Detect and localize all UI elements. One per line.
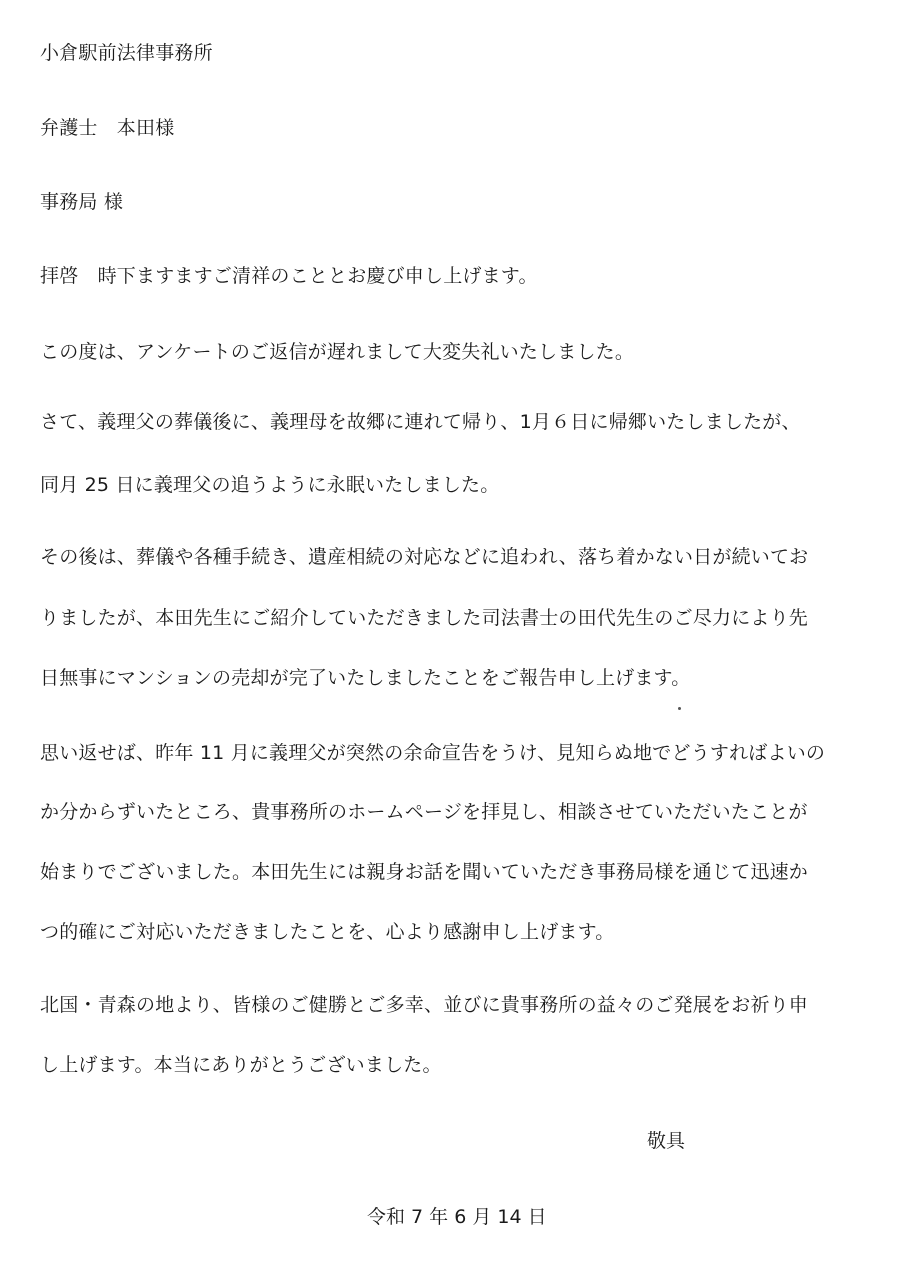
paragraph-line: つ的確にご対応いただきましたことを、心より感謝申し上げます。: [40, 921, 615, 943]
paragraph-line: 北国・青森の地より、皆様のご健勝とご多幸、並びに貴事務所の益々のご発展をお祈り申: [40, 994, 809, 1016]
paragraph-line: この度は、アンケートのご返信が遅れまして大変失礼いたしました。: [40, 341, 635, 363]
paragraph-line: さて、義理父の葬儀後に、義理母を故郷に連れて帰り、1月６日に帰郷いたしましたが、: [40, 411, 801, 433]
paragraph-line: 始まりでございました。本田先生には親身お話を聞いていただき事務局様を通じて迅速か: [40, 861, 809, 883]
scan-speck: [678, 707, 681, 710]
greeting: 拝啓 時下ますますご清祥のこととお慶び申し上げます。: [40, 265, 538, 287]
recipient-staff: 事務局 様: [40, 191, 124, 213]
paragraph-line: 日無事にマンションの売却が完了いたしましたことをご報告申し上げます。: [40, 667, 691, 689]
recipient-lawyer: 弁護士 本田様: [40, 117, 175, 139]
paragraph-line: 同月 25 日に義理父の追うように永眠いたしました。: [40, 474, 500, 496]
paragraph-line: し上げます。本当にありがとうございました。: [40, 1054, 442, 1076]
paragraph-line: りましたが、本田先生にご紹介していただきました司法書士の田代先生のご尽力により先: [40, 607, 809, 629]
recipient-office: 小倉駅前法律事務所: [40, 42, 213, 64]
paragraph-line: 思い返せば、昨年 11 月に義理父が突然の余命宣告をうけ、見知らぬ地でどうすればよいの: [40, 742, 826, 764]
letter-date: 令和 7 年 6 月 14 日: [367, 1206, 547, 1228]
closing-phrase: 敬具: [647, 1130, 686, 1152]
paragraph-line: か分からずいたところ、貴事務所のホームページを拝見し、相談させていただいたことが: [40, 801, 808, 823]
paragraph-line: その後は、葬儀や各種手続き、遺産相続の対応などに追われ、落ち着かない日が続いてお: [40, 546, 809, 568]
